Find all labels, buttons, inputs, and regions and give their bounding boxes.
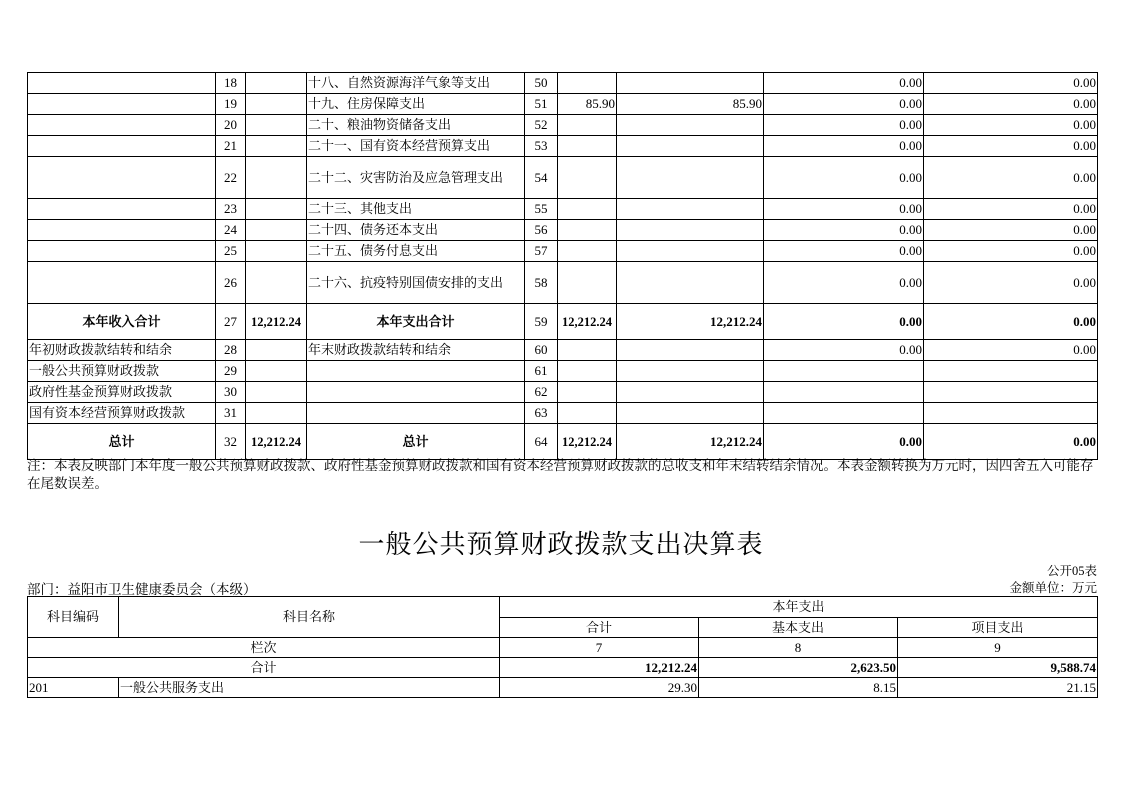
row-total: 29.30	[500, 678, 699, 698]
expense-general	[617, 220, 764, 241]
expense-state-capital: 0.00	[924, 157, 1098, 199]
sum-total: 12,212.24	[500, 658, 699, 678]
row-code: 54	[525, 157, 558, 199]
expense-total-label: 本年支出合计	[307, 304, 525, 340]
expense-state-capital: 0.00	[924, 73, 1098, 94]
subject-name: 一般公共服务支出	[119, 678, 500, 698]
subject-code: 201	[28, 678, 119, 698]
header-basic: 基本支出	[699, 618, 898, 638]
expense-fund: 0.00	[764, 340, 924, 361]
income-value	[246, 262, 307, 304]
header-subject-name: 科目名称	[119, 597, 500, 638]
department-label: 部门：益阳市卫生健康委员会（本级）	[27, 582, 257, 597]
row-code: 53	[525, 136, 558, 157]
expense-item: 二十三、其他支出	[307, 199, 525, 220]
income-item	[28, 241, 216, 262]
expense-total	[558, 73, 617, 94]
expense-item: 二十六、抗疫特别国债安排的支出	[307, 262, 525, 304]
header-year-expense: 本年支出	[500, 597, 1098, 618]
expense-total	[558, 382, 617, 403]
sum-label: 合计	[28, 658, 500, 678]
table-row	[28, 115, 1098, 136]
table-row	[28, 157, 1098, 199]
expense-item	[307, 361, 525, 382]
table-row	[28, 403, 1098, 424]
expense-item: 十八、自然资源海洋气象等支出	[307, 73, 525, 94]
row-number: 22	[216, 157, 246, 199]
expense-total-v2: 12,212.24	[617, 304, 764, 340]
income-value	[246, 241, 307, 262]
grand-income-value: 12,212.24	[246, 424, 307, 460]
expense-total-v4: 0.00	[924, 304, 1098, 340]
expenditure-table	[27, 596, 1098, 698]
expense-state-capital: 0.00	[924, 136, 1098, 157]
income-value	[246, 403, 307, 424]
expense-fund: 0.00	[764, 157, 924, 199]
expense-state-capital: 0.00	[924, 115, 1098, 136]
expense-fund: 0.00	[764, 73, 924, 94]
income-value	[246, 115, 307, 136]
expense-state-capital: 0.00	[924, 94, 1098, 115]
income-item	[28, 94, 216, 115]
row-code: 61	[525, 361, 558, 382]
column-basic-no: 8	[699, 638, 898, 658]
header-subject-code: 科目编码	[28, 597, 119, 638]
column-project-no: 9	[898, 638, 1098, 658]
funding-source-label: 一般公共预算财政拨款	[28, 361, 216, 382]
final-accounts-table	[27, 72, 1098, 460]
income-value	[246, 157, 307, 199]
row-code: 55	[525, 199, 558, 220]
expense-general	[617, 115, 764, 136]
expense-fund: 0.00	[764, 262, 924, 304]
expense-general: 85.90	[617, 94, 764, 115]
income-item	[28, 262, 216, 304]
grand-total-label-right: 总计	[307, 424, 525, 460]
grand-v2: 12,212.24	[617, 424, 764, 460]
expense-item: 二十二、灾害防治及应急管理支出	[307, 157, 525, 199]
grand-v3: 0.00	[764, 424, 924, 460]
table-row	[28, 678, 1098, 698]
expense-state-capital: 0.00	[924, 262, 1098, 304]
table-row	[28, 340, 1098, 361]
table-row	[28, 199, 1098, 220]
grand-total-label-left: 总计	[28, 424, 216, 460]
expense-item: 二十四、债务还本支出	[307, 220, 525, 241]
funding-source-label: 国有资本经营预算财政拨款	[28, 403, 216, 424]
row-code: 52	[525, 115, 558, 136]
sum-row	[28, 658, 1098, 678]
expense-total	[558, 403, 617, 424]
row-number: 28	[216, 340, 246, 361]
column-label: 栏次	[28, 638, 500, 658]
expense-general	[617, 157, 764, 199]
expense-total: 85.90	[558, 94, 617, 115]
expense-item: 二十五、债务付息支出	[307, 241, 525, 262]
income-value	[246, 382, 307, 403]
expense-total	[558, 361, 617, 382]
income-item	[28, 199, 216, 220]
expense-state-capital: 0.00	[924, 199, 1098, 220]
row-number: 29	[216, 361, 246, 382]
form-number: 公开05表	[1046, 564, 1097, 578]
expense-fund	[764, 382, 924, 403]
total-row	[28, 304, 1098, 340]
expense-item: 十九、住房保障支出	[307, 94, 525, 115]
expense-general	[617, 199, 764, 220]
row-number: 30	[216, 382, 246, 403]
expense-item: 二十、粮油物资储备支出	[307, 115, 525, 136]
income-item	[28, 136, 216, 157]
carry-end-label: 年末财政拨款结转和结余	[307, 340, 525, 361]
income-item	[28, 73, 216, 94]
expense-general	[617, 403, 764, 424]
expense-general	[617, 361, 764, 382]
row-code: 64	[525, 424, 558, 460]
expense-total	[558, 241, 617, 262]
expense-fund	[764, 403, 924, 424]
table-row	[28, 382, 1098, 403]
expense-state-capital: 0.00	[924, 340, 1098, 361]
income-item	[28, 115, 216, 136]
grand-total-row	[28, 424, 1098, 460]
header-project: 项目支出	[898, 618, 1098, 638]
column-total-no: 7	[500, 638, 699, 658]
row-number: 19	[216, 94, 246, 115]
expense-fund: 0.00	[764, 241, 924, 262]
expense-total	[558, 262, 617, 304]
row-basic: 8.15	[699, 678, 898, 698]
header-row	[28, 597, 1098, 618]
sum-basic: 2,623.50	[699, 658, 898, 678]
expense-item	[307, 382, 525, 403]
row-number: 21	[216, 136, 246, 157]
table-row	[28, 220, 1098, 241]
expense-fund: 0.00	[764, 199, 924, 220]
row-code: 50	[525, 73, 558, 94]
income-value	[246, 94, 307, 115]
income-item	[28, 220, 216, 241]
row-number: 31	[216, 403, 246, 424]
row-code: 56	[525, 220, 558, 241]
expense-item	[307, 403, 525, 424]
expense-item: 二十一、国有资本经营预算支出	[307, 136, 525, 157]
expense-total	[558, 199, 617, 220]
row-number: 25	[216, 241, 246, 262]
sum-project: 9,588.74	[898, 658, 1098, 678]
row-number: 18	[216, 73, 246, 94]
row-code: 62	[525, 382, 558, 403]
table-row	[28, 361, 1098, 382]
expense-state-capital: 0.00	[924, 241, 1098, 262]
income-item	[28, 157, 216, 199]
table-row	[28, 241, 1098, 262]
carry-label: 年初财政拨款结转和结余	[28, 340, 216, 361]
income-value	[246, 220, 307, 241]
expense-state-capital	[924, 403, 1098, 424]
funding-source-label: 政府性基金预算财政拨款	[28, 382, 216, 403]
row-code: 63	[525, 403, 558, 424]
row-number: 20	[216, 115, 246, 136]
expense-fund: 0.00	[764, 115, 924, 136]
row-number: 27	[216, 304, 246, 340]
expense-total	[558, 115, 617, 136]
income-value	[246, 199, 307, 220]
expense-total	[558, 220, 617, 241]
expense-state-capital	[924, 361, 1098, 382]
column-number-row	[28, 638, 1098, 658]
row-code: 57	[525, 241, 558, 262]
table-body	[28, 73, 1098, 460]
expense-general	[617, 382, 764, 403]
table-row	[28, 136, 1098, 157]
expense-fund	[764, 361, 924, 382]
row-code: 60	[525, 340, 558, 361]
income-value	[246, 73, 307, 94]
amount-unit-label: 金额单位：万元	[1009, 581, 1097, 595]
row-number: 23	[216, 199, 246, 220]
expense-general	[617, 262, 764, 304]
income-total-value: 12,212.24	[246, 304, 307, 340]
expense-total-v3: 0.00	[764, 304, 924, 340]
expense-total	[558, 157, 617, 199]
table-note: 注：本表反映部门本年度一般公共预算财政拨款、政府性基金预算财政拨款和国有资本经营预算财政拨款的总收支和年末结转结余情况。本表金额转换为万元时，因四舍五入可能存在尾数误差。	[27, 458, 1094, 491]
grand-v4: 0.00	[924, 424, 1098, 460]
table-row	[28, 94, 1098, 115]
row-number: 26	[216, 262, 246, 304]
expense-state-capital	[924, 382, 1098, 403]
expense-state-capital: 0.00	[924, 220, 1098, 241]
expense-total-v1: 12,212.24	[558, 304, 617, 340]
income-value	[246, 340, 307, 361]
grand-v1: 12,212.24	[558, 424, 617, 460]
income-total-label: 本年收入合计	[28, 304, 216, 340]
expense-fund: 0.00	[764, 220, 924, 241]
expense-general	[617, 136, 764, 157]
row-code: 58	[525, 262, 558, 304]
expense-fund: 0.00	[764, 136, 924, 157]
expense-general	[617, 241, 764, 262]
row-code: 51	[525, 94, 558, 115]
row-number: 24	[216, 220, 246, 241]
expense-fund: 0.00	[764, 94, 924, 115]
expense-total	[558, 340, 617, 361]
row-project: 21.15	[898, 678, 1098, 698]
table-row	[28, 73, 1098, 94]
expense-general	[617, 340, 764, 361]
page-title: 一般公共预算财政拨款支出决算表	[358, 530, 764, 559]
row-code: 59	[525, 304, 558, 340]
row-number: 32	[216, 424, 246, 460]
income-value	[246, 361, 307, 382]
header-total: 合计	[500, 618, 699, 638]
expense-general	[617, 73, 764, 94]
income-value	[246, 136, 307, 157]
table-row	[28, 262, 1098, 304]
expense-total	[558, 136, 617, 157]
